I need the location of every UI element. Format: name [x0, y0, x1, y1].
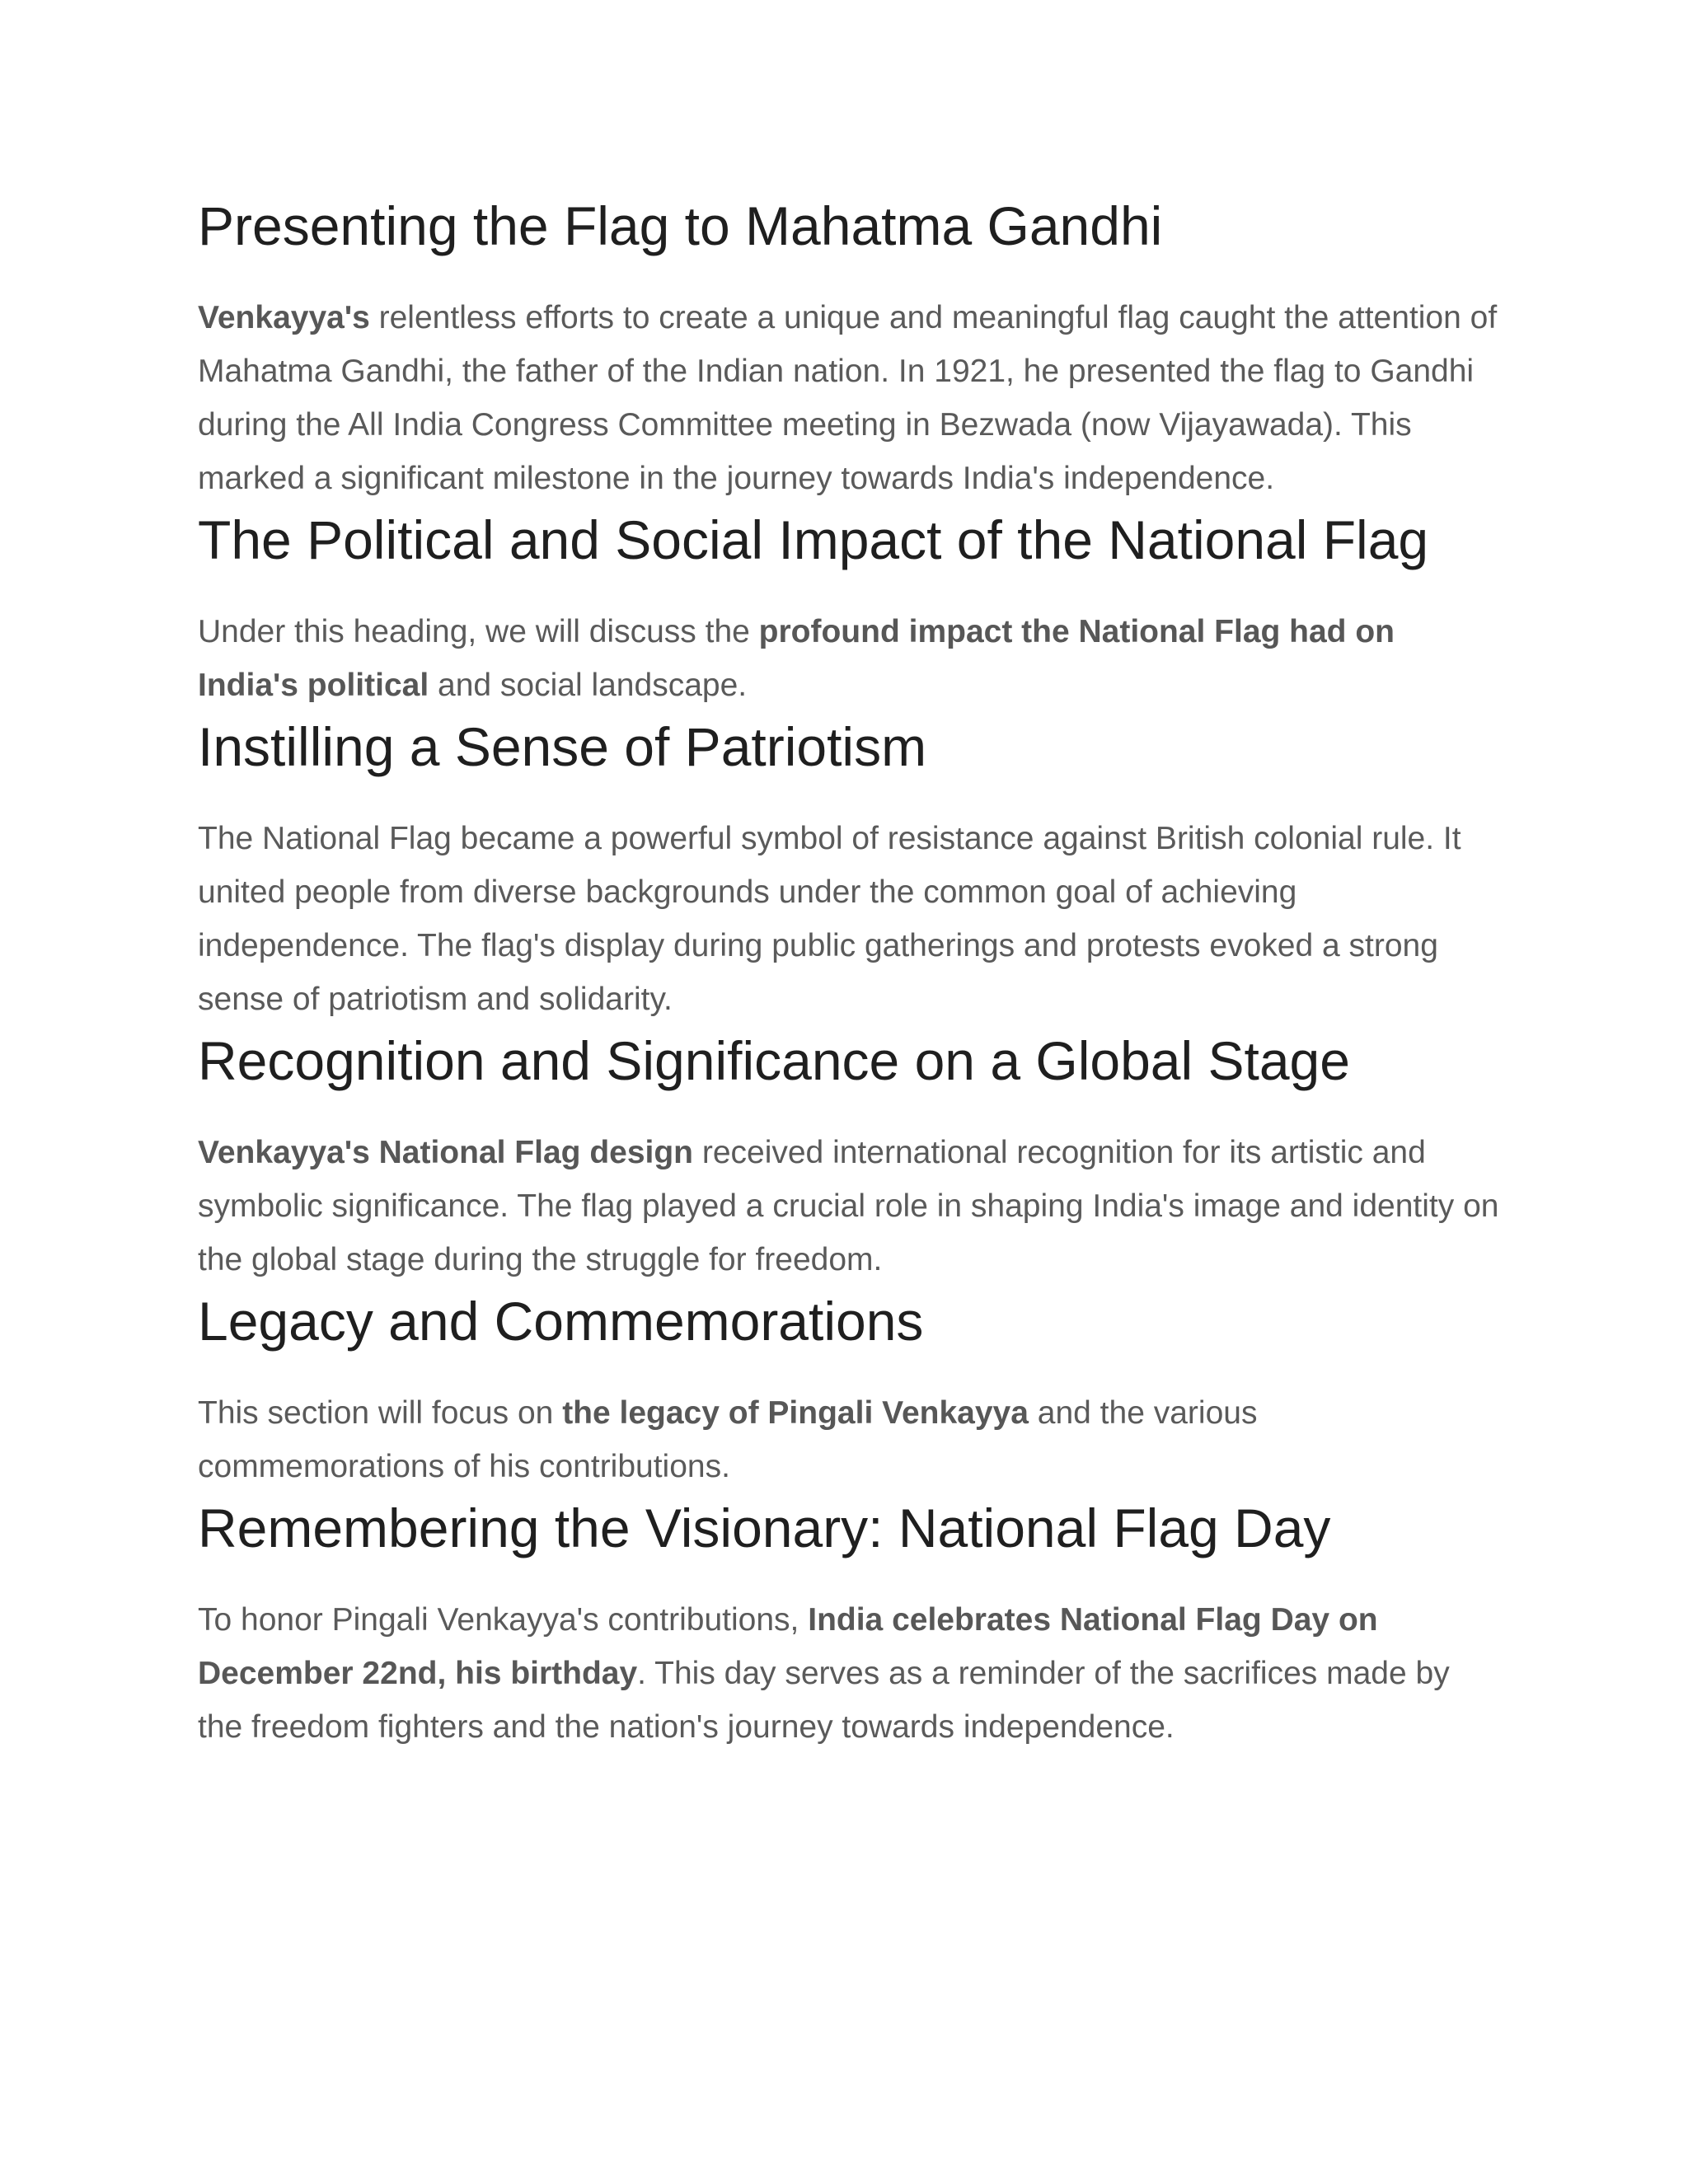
bold-run: India celebrates National Flag Day on December 22nd, his birthday [198, 1602, 1378, 1691]
text-run: received international recognition for its artistic and symbolic significance. The flag played a crucial role in shaping India's image and identity on the global stage during the struggle for freedom. [198, 1135, 1499, 1277]
section-heading-global-stage: Recognition and Significance on a Global Stage [198, 1030, 1350, 1091]
section-paragraph-patriotism [198, 812, 1500, 1026]
section-paragraph-political-social-impact [198, 605, 1500, 712]
text-run: The National Flag became a powerful symbol of resistance against British colonial rule. It united people from diverse backgrounds under the common goal of achieving independence. The flag's display during public gatherings and protests evoked a strong sense of patriotism and solidarity. [198, 821, 1461, 1017]
section-heading-political-social-impact: The Political and Social Impact of the National Flag [198, 509, 1429, 570]
section-heading-presenting-flag: Presenting the Flag to Mahatma Gandhi [198, 195, 1163, 256]
text-run: This section will focus on [198, 1395, 563, 1431]
section-paragraph-legacy [198, 1386, 1500, 1493]
bold-run: profound impact the National Flag had on India's political [198, 614, 1395, 703]
section-heading-patriotism: Instilling a Sense of Patriotism [198, 716, 927, 777]
bold-run: Venkayya's National Flag design [198, 1135, 693, 1170]
text-run: To honor Pingali Venkayya's contributions, [198, 1602, 809, 1638]
text-run: relentless efforts to create a unique and meaningful flag caught the attention of Mahatma Gandhi, the father of the Indian nation. In 1921, he presented the flag to Gandhi during the All India Congress Committee meeting in Bezwada (now Vijayawada). This marked a significant milestone in the journey towards India's independence. [198, 300, 1498, 496]
document-page [198, 191, 1500, 1754]
text-run: and the various commemorations of his contributions. [198, 1395, 1258, 1484]
text-run: Under this heading, we will discuss the [198, 614, 759, 649]
section-heading-legacy: Legacy and Commemorations [198, 1291, 924, 1352]
bold-run: the legacy of Pingali Venkayya [562, 1395, 1029, 1431]
section-paragraph-flag-day [198, 1593, 1500, 1754]
text-run: and social landscape. [429, 668, 748, 703]
bold-run: Venkayya's [198, 300, 370, 335]
text-run: . This day serves as a reminder of the sacrifices made by the freedom fighters and the nation's journey towards independence. [198, 1656, 1450, 1745]
section-heading-flag-day: Remembering the Visionary: National Flag Day [198, 1497, 1331, 1558]
section-paragraph-presenting-flag [198, 291, 1500, 505]
section-paragraph-global-stage [198, 1126, 1500, 1286]
